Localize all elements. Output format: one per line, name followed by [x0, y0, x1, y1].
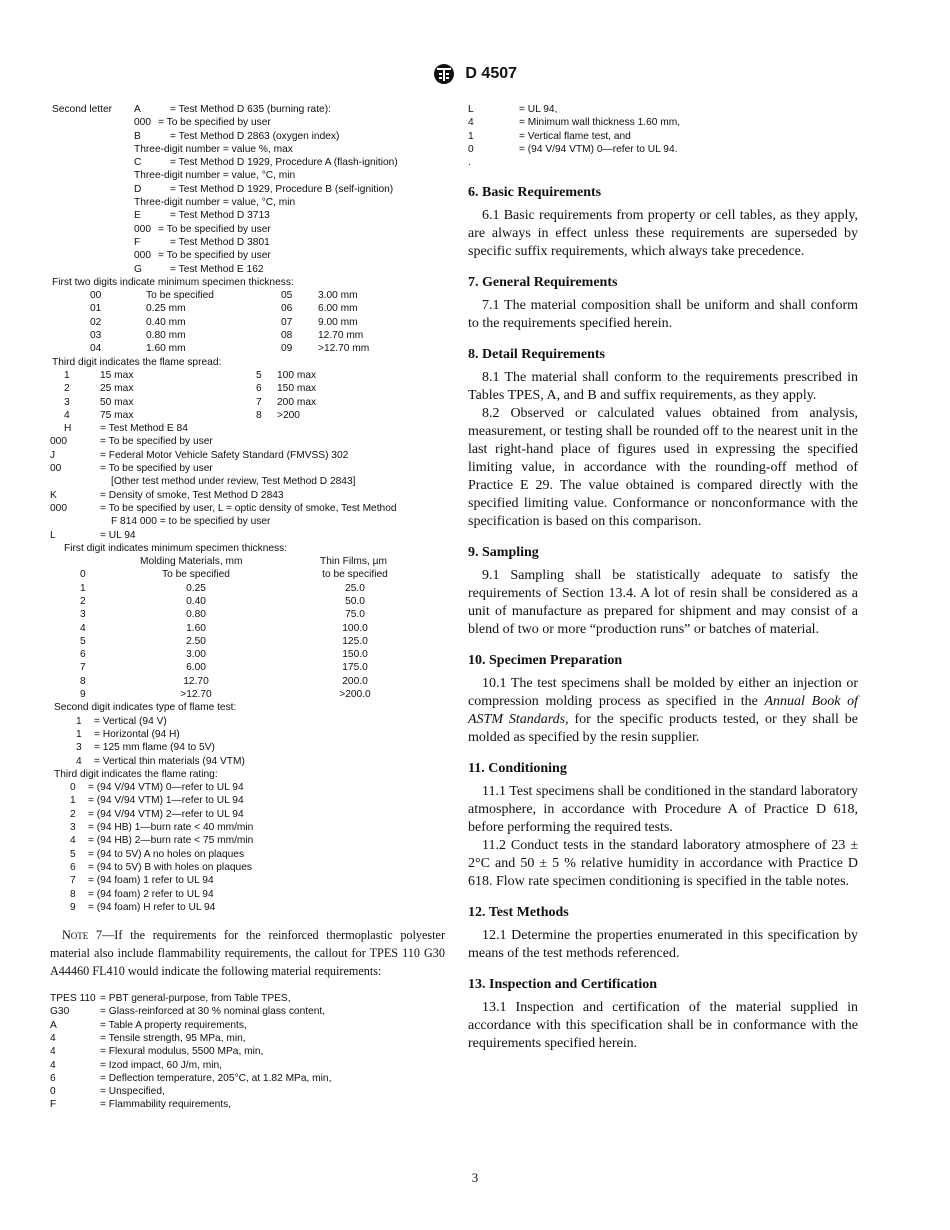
- list-cell: = Test Method D 2863 (oxygen index): [170, 130, 340, 142]
- list-cell: 3: [80, 609, 86, 621]
- section-7-title: 7. General Requirements: [468, 275, 618, 291]
- list-row: [50, 781, 445, 794]
- list-cell: G30: [50, 1006, 70, 1018]
- list-cell: 100.0: [342, 622, 368, 634]
- list-cell: = Test Method E 84: [100, 423, 188, 435]
- list-row: [50, 169, 445, 182]
- list-cell: = (94 V/94 VTM) 1—refer to UL 94: [88, 795, 244, 807]
- list-row: [50, 209, 445, 222]
- section-6-title: 6. Basic Requirements: [468, 185, 602, 201]
- list-row: [50, 289, 445, 302]
- list-cell: = Test Method D 1929, Procedure A (flash-ignition): [170, 157, 398, 169]
- list-cell: 3: [64, 396, 70, 408]
- list-cell: 7: [256, 396, 262, 408]
- list-cell: = Horizontal (94 H): [94, 728, 180, 740]
- list-row: [50, 263, 445, 276]
- list-cell: = 125 mm flame (94 to 5V): [94, 742, 215, 754]
- list-cell: 5: [256, 369, 262, 381]
- list-row: [50, 635, 445, 648]
- list-cell: D: [134, 183, 142, 195]
- list-row: [50, 1072, 445, 1085]
- list-cell: = Vertical flame test, and: [519, 130, 631, 142]
- list-cell: = UL 94,: [519, 104, 558, 115]
- list-cell: 4: [50, 1033, 56, 1044]
- list-row: [50, 755, 445, 768]
- list-cell: A: [50, 1019, 57, 1031]
- list-row: [50, 156, 445, 169]
- list-cell: [Other test method under review, Test Method D 2843]: [111, 476, 356, 488]
- list-cell: .: [468, 157, 471, 169]
- list-cell: TPES 110: [50, 993, 96, 1005]
- list-cell: = (94 V/94 VTM) 0—refer to UL 94.: [519, 143, 678, 155]
- list-cell: 6.00 mm: [318, 303, 358, 315]
- flame-spread-heading: [50, 356, 445, 369]
- list-cell: to be specified: [322, 569, 388, 581]
- list-row: [50, 369, 445, 382]
- list-row: [50, 1005, 445, 1018]
- second-letter-label: Second letter: [52, 104, 113, 115]
- astm-logo-icon: [433, 63, 455, 85]
- list-cell: = Flexural modulus, 5500 MPa, min,: [100, 1046, 264, 1058]
- list-row: [50, 1019, 445, 1032]
- list-row: [50, 661, 445, 674]
- list-row: [50, 475, 445, 488]
- list-cell: = Glass-reinforced at 30 % nominal glass content,: [100, 1006, 326, 1018]
- list-cell: Third digit indicates the flame spread:: [52, 356, 222, 368]
- list-row: [50, 1085, 445, 1098]
- list-cell: Molding Materials, mm: [140, 556, 243, 568]
- list-cell: = To be specified by user: [158, 117, 271, 129]
- list-cell: 00: [90, 290, 102, 302]
- list-cell: 8: [256, 409, 262, 421]
- list-cell: 03: [90, 330, 102, 342]
- list-row: [50, 622, 445, 635]
- list-row: [50, 1032, 445, 1045]
- list-row: [50, 130, 445, 143]
- list-cell: >200: [277, 409, 300, 421]
- list-cell: 6: [256, 383, 262, 395]
- list-cell: = To be specified by user: [100, 463, 213, 475]
- list-cell: = UL 94: [100, 529, 136, 541]
- list-cell: = (94 to 5V) A no holes on plaques: [88, 848, 245, 860]
- list-cell: 00: [50, 463, 62, 475]
- list-cell: = Test Method D 3801: [170, 236, 270, 248]
- list-row: [50, 1059, 445, 1072]
- list-row: [50, 223, 445, 236]
- para-11-1: 11.1 Test specimens shall be conditioned in the standard laboratory atmosphere, in accordance with Procedure A of Practice D 618, before performing the required tests.: [468, 784, 858, 836]
- list-cell: 2: [64, 383, 70, 395]
- list-cell: B: [134, 130, 141, 142]
- list-row: [50, 901, 445, 914]
- list-cell: = (94 HB) 2—burn rate < 75 mm/min: [88, 835, 254, 847]
- list-cell: 1: [70, 795, 76, 807]
- list-cell: 75 max: [100, 409, 134, 421]
- list-cell: 000: [50, 436, 67, 448]
- list-row: [468, 156, 858, 169]
- list-cell: 000: [134, 250, 151, 262]
- list-row: [50, 462, 445, 475]
- second-digit-heading: [50, 701, 445, 714]
- list-cell: 08: [281, 330, 293, 342]
- list-row: [468, 130, 858, 143]
- list-cell: Three-digit number = value %, max: [134, 143, 293, 155]
- list-row: [50, 183, 445, 196]
- list-cell: 3: [70, 822, 76, 834]
- list-cell: = Flammability requirements,: [100, 1099, 232, 1111]
- list-cell: F: [50, 1099, 57, 1111]
- list-cell: 200 max: [277, 396, 317, 408]
- list-cell: 4: [50, 1046, 56, 1058]
- list-cell: 4: [80, 622, 86, 634]
- list-cell: 000: [134, 223, 151, 235]
- para-7-1: 7.1 The material composition shall be uniform and shall conform to the requirements specified herein.: [468, 298, 858, 332]
- list-row: [50, 568, 445, 581]
- list-cell: = Izod impact, 60 J/m, min,: [100, 1059, 223, 1071]
- section-11-title: 11. Conditioning: [468, 761, 567, 777]
- list-cell: 02: [90, 316, 102, 328]
- list-row: [50, 396, 445, 409]
- list-row: [50, 422, 445, 435]
- list-row: [50, 236, 445, 249]
- list-cell: 1: [76, 715, 82, 727]
- list-cell: 12.70: [183, 675, 209, 687]
- list-row: [50, 316, 445, 329]
- list-cell: 8: [80, 675, 86, 687]
- list-row: [50, 116, 445, 129]
- section-9-title: 9. Sampling: [468, 545, 539, 561]
- list-cell: 7: [70, 875, 76, 887]
- list-cell: = PBT general-purpose, from Table TPES,: [100, 993, 291, 1005]
- list-cell: F: [134, 236, 141, 248]
- list-cell: 6: [50, 1072, 56, 1084]
- list-cell: 1.60 mm: [146, 343, 186, 355]
- list-row: [50, 449, 445, 462]
- list-row: [50, 435, 445, 448]
- list-cell: 125.0: [342, 635, 368, 647]
- list-cell: = Vertical thin materials (94 VTM): [94, 755, 245, 767]
- list-cell: 4: [64, 409, 70, 421]
- list-row: [50, 728, 445, 741]
- list-cell: = Test Method D 1929, Procedure B (self-ignition): [170, 183, 394, 195]
- list-cell: = Federal Motor Vehicle Safety Standard (FMVSS) 302: [100, 449, 349, 461]
- list-cell: 150 max: [277, 383, 317, 395]
- list-cell: 0: [50, 1086, 56, 1098]
- list-cell: 1: [64, 369, 70, 381]
- list-cell: 100 max: [277, 369, 317, 381]
- list-cell: 6: [80, 649, 86, 661]
- list-cell: = (94 foam) H refer to UL 94: [88, 901, 216, 913]
- page-header: [0, 63, 950, 85]
- list-row: [50, 515, 445, 528]
- note-7: Note 7—If the requirements for the reinforced thermoplastic polyester material also include flammability requirements, the callout for TPES 110 G30 A44460 FL410 would indicate the following material requirements:: [50, 928, 445, 979]
- list-row: [50, 992, 445, 1005]
- first-digit-heading: [50, 542, 445, 555]
- list-cell: 0.40 mm: [146, 316, 186, 328]
- list-cell: 25 max: [100, 383, 134, 395]
- list-row: [468, 143, 858, 156]
- list-cell: 07: [281, 316, 293, 328]
- list-cell: = Density of smoke, Test Method D 2843: [100, 489, 284, 501]
- list-row: [50, 608, 445, 621]
- list-cell: = To be specified by user: [158, 223, 271, 235]
- list-cell: To be specified: [146, 290, 214, 302]
- list-row: [50, 808, 445, 821]
- list-cell: = Deflection temperature, 205°C, at 1.82 MPa, min,: [100, 1072, 332, 1084]
- list-cell: >12.70: [180, 689, 212, 701]
- list-cell: = Table A property requirements,: [100, 1019, 247, 1031]
- left-column: [50, 103, 445, 1112]
- list-row: [50, 1045, 445, 1058]
- list-row: [50, 249, 445, 262]
- callout-continued: [468, 103, 858, 169]
- para-9-1: 9.1 Sampling shall be statistically adequate to satisfy the requirements of Section 13.4. A lot of resin shall be considered as a unit of manufacture as prepared for shipment and may consist of a blend of two or more “production runs” or batches of material.: [468, 568, 858, 638]
- list-cell: 175.0: [342, 662, 368, 674]
- list-row: [50, 741, 445, 754]
- list-cell: G: [134, 263, 142, 275]
- list-cell: 25.0: [345, 582, 365, 594]
- list-cell: 50 max: [100, 396, 134, 408]
- list-cell: 01: [90, 303, 102, 315]
- list-cell: 4: [70, 835, 76, 847]
- para-12-1: 12.1 Determine the properties enumerated in this specification by means of the test methods referenced.: [468, 928, 858, 962]
- list-cell: 9.00 mm: [318, 316, 358, 328]
- list-cell: K: [50, 489, 57, 501]
- list-cell: E: [134, 210, 141, 222]
- list-row: [50, 409, 445, 422]
- list-row: [50, 582, 445, 595]
- list-cell: 06: [281, 303, 293, 315]
- para-8-1: 8.1 The material shall conform to the requirements prescribed in Tables TPES, A, and B and suffix requirements, as they apply.: [468, 370, 858, 404]
- list-cell: 7: [80, 662, 86, 674]
- list-cell: 75.0: [345, 609, 365, 621]
- list-row: [50, 688, 445, 701]
- list-cell: = (94 V/94 VTM) 2—refer to UL 94: [88, 808, 244, 820]
- list-cell: 15 max: [100, 369, 134, 381]
- list-cell: = (94 foam) 2 refer to UL 94: [88, 888, 214, 900]
- list-cell: = To be specified by user: [100, 436, 213, 448]
- list-row: [50, 1098, 445, 1111]
- third-digit-heading: [50, 768, 445, 781]
- list-cell: = To be specified by user, L = optic density of smoke, Test Method: [100, 502, 397, 514]
- list-cell: 3.00: [186, 649, 206, 661]
- list-cell: = Vertical (94 V): [94, 715, 167, 727]
- list-cell: 4: [50, 1059, 56, 1071]
- list-cell: = Unspecified,: [100, 1086, 165, 1098]
- list-row: [50, 382, 445, 395]
- list-cell: H: [64, 423, 72, 435]
- para-10-1: 10.1 The test specimens shall be molded by either an injection or compression molding process as specified in the Annual Book of ASTM Standards, for the specific products tested, or they shall be molded as specified by the resin supplier.: [468, 676, 858, 746]
- list-row: [50, 502, 445, 515]
- para-6-1: 6.1 Basic requirements from property or cell tables, as they apply, are always in effect unless these requirements are superseded by specific suffix requirements, which always take precedence.: [468, 208, 858, 260]
- section-8-title: 8. Detail Requirements: [468, 347, 605, 363]
- list-cell: 09: [281, 343, 293, 355]
- list-row: [50, 675, 445, 688]
- designation: D 4507: [465, 65, 518, 82]
- list-row: [468, 116, 858, 129]
- list-cell: 4: [76, 755, 82, 767]
- list-cell: = Tensile strength, 95 MPa, min,: [100, 1033, 246, 1044]
- list-cell: 9: [70, 901, 76, 913]
- list-cell: 0: [80, 569, 86, 581]
- list-cell: = Test Method D 3713: [170, 210, 270, 222]
- list-cell: 12.70 mm: [318, 330, 364, 342]
- list-cell: = (94 HB) 1—burn rate < 40 mm/min: [88, 822, 254, 834]
- section-12-title: 12. Test Methods: [468, 905, 569, 921]
- list-cell: 000: [134, 117, 151, 129]
- section-13-title: 13. Inspection and Certification: [468, 977, 657, 993]
- list-cell: 0: [70, 782, 76, 794]
- list-cell: Three-digit number = value, °C, min: [134, 197, 296, 209]
- section-10-title: 10. Specimen Preparation: [468, 653, 623, 669]
- list-cell: Thin Films, µm: [320, 556, 387, 568]
- list-cell: L: [50, 529, 56, 541]
- list-cell: Second digit indicates type of flame test:: [54, 702, 237, 714]
- list-cell: 1: [76, 728, 82, 740]
- list-cell: 0.25 mm: [146, 303, 186, 315]
- list-cell: = To be specified by user: [158, 250, 271, 262]
- list-row: [468, 103, 858, 116]
- list-cell: 2.50: [186, 635, 206, 647]
- list-cell: >12.70 mm: [318, 343, 370, 355]
- list-cell: Third digit indicates the flame rating:: [54, 768, 218, 780]
- list-row: [50, 196, 445, 209]
- list-cell: 3.00 mm: [318, 290, 358, 302]
- list-cell: 8: [70, 888, 76, 900]
- list-cell: = (94 foam) 1 refer to UL 94: [88, 875, 214, 887]
- para-11-2: 11.2 Conduct tests in the standard laboratory atmosphere of 23 ± 2°C and 50 ± 5 % relative humidity in accordance with Practice D 618. Flow rate specimen conditioning is specified in the table notes.: [468, 838, 858, 890]
- list-row: [50, 794, 445, 807]
- list-cell: First two digits indicate minimum specimen thickness:: [52, 276, 294, 288]
- list-row: [50, 342, 445, 355]
- list-row: [50, 555, 445, 568]
- list-cell: 5: [70, 848, 76, 860]
- list-cell: 150.0: [342, 649, 368, 661]
- list-cell: 1: [80, 582, 86, 594]
- list-row: [50, 834, 445, 847]
- list-row: [50, 888, 445, 901]
- list-cell: C: [134, 157, 142, 169]
- list-cell: >200.0: [339, 689, 371, 701]
- list-row: [50, 302, 445, 315]
- list-cell: = Test Method D 635 (burning rate):: [170, 104, 331, 115]
- list-cell: 3: [76, 742, 82, 754]
- list-cell: 04: [90, 343, 102, 355]
- list-cell: 2: [80, 595, 86, 607]
- list-cell: 0.80 mm: [146, 330, 186, 342]
- list-cell: 5: [80, 635, 86, 647]
- para-8-2: 8.2 Observed or calculated values obtained from analysis, measurement, or testing shall be rounded off to the nearest unit in the last right-hand place of figures used in expressing the specified limiting value, in accordance with the rounding-off method of Practice E 29. The value obtained is compared directly with the specified limiting value. Conformance or nonconformance with the specification is based on this comparison.: [468, 406, 858, 530]
- second-letter-row: [50, 103, 445, 116]
- list-row: [50, 648, 445, 661]
- list-cell: 0: [468, 143, 474, 155]
- list-row: [50, 821, 445, 834]
- list-cell: F 814 000 = to be specified by user: [111, 516, 271, 528]
- list-cell: A: [134, 104, 141, 115]
- list-cell: 6.00: [186, 662, 206, 674]
- list-cell: J: [50, 449, 56, 461]
- list-cell: 50.0: [345, 595, 365, 607]
- list-cell: 2: [70, 808, 76, 820]
- list-cell: 4: [468, 117, 474, 129]
- list-row: [50, 529, 445, 542]
- list-cell: = Minimum wall thickness 1.60 mm,: [519, 117, 681, 129]
- list-cell: 0.40: [186, 595, 206, 607]
- list-cell: 0.25: [186, 582, 206, 594]
- list-cell: L: [468, 104, 474, 115]
- para-13-1: 13.1 Inspection and certification of the material supplied in accordance with this specification shall be in conformance with the requirements specified herein.: [468, 1000, 858, 1052]
- list-cell: To be specified: [162, 569, 230, 581]
- list-cell: Three-digit number = value, °C, min: [134, 170, 296, 182]
- list-row: [50, 595, 445, 608]
- list-cell: 000: [50, 502, 67, 514]
- list-row: [50, 489, 445, 502]
- list-cell: 6: [70, 861, 76, 873]
- list-cell: 1.60: [186, 622, 206, 634]
- list-cell: 9: [80, 689, 86, 701]
- thickness-heading: [50, 276, 445, 289]
- page-number: 3: [471, 1170, 479, 1185]
- list-cell: 1: [468, 130, 474, 142]
- list-row: [50, 874, 445, 887]
- list-cell: = (94 V/94 VTM) 0—refer to UL 94: [88, 782, 244, 794]
- list-cell: 05: [281, 290, 293, 302]
- list-row: [50, 861, 445, 874]
- list-cell: 0.80: [186, 609, 206, 621]
- list-row: [50, 848, 445, 861]
- list-row: [50, 715, 445, 728]
- list-cell: = Test Method E 162: [170, 263, 264, 275]
- list-row: [50, 329, 445, 342]
- list-cell: 200.0: [342, 675, 368, 687]
- list-cell: First digit indicates minimum specimen thickness:: [64, 542, 288, 554]
- list-cell: = (94 to 5V) B with holes on plaques: [88, 861, 252, 873]
- list-row: [50, 143, 445, 156]
- right-column: [468, 103, 858, 1053]
